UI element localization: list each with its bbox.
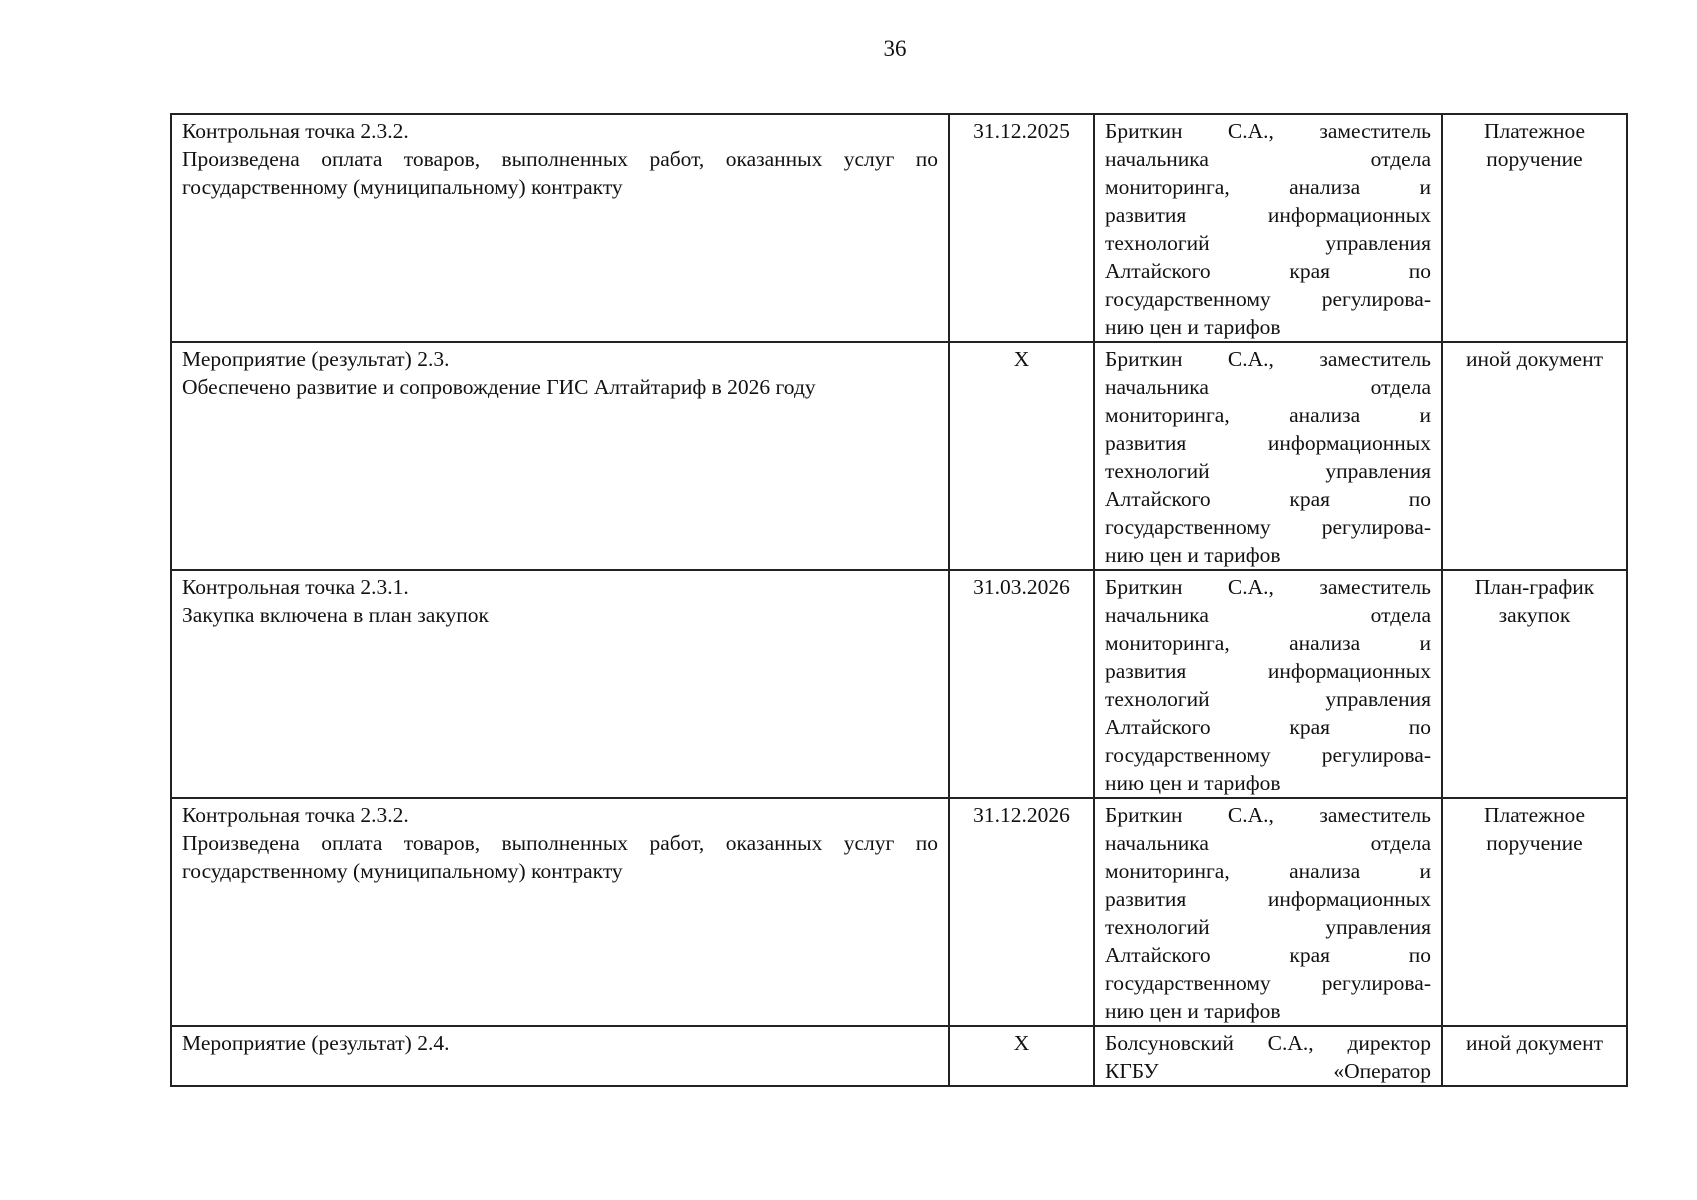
plan-table xyxy=(170,113,1628,1087)
document-type-cell: иной документ xyxy=(1442,1026,1627,1086)
responsible-line: нию цен и тарифов xyxy=(1105,771,1281,795)
responsible-line: Алтайского края по xyxy=(1105,943,1431,967)
deadline-cell: X xyxy=(949,1026,1094,1086)
responsible-line: Алтайского края по xyxy=(1105,259,1431,283)
deadline-cell: 31.03.2026 xyxy=(949,570,1094,798)
responsible-line: КГБУ «Оператор xyxy=(1105,1059,1431,1083)
responsible-line: Алтайского края по xyxy=(1105,715,1431,739)
responsible-line: нию цен и тарифов xyxy=(1105,315,1281,339)
table-row xyxy=(171,1026,1627,1086)
responsible-line: Бриткин С.А., заместитель xyxy=(1105,347,1431,371)
responsible-line: начальника отдела xyxy=(1105,831,1431,855)
responsible-line: Алтайского края по xyxy=(1105,487,1431,511)
event-title: Контрольная точка 2.3.2. xyxy=(182,119,409,143)
event-title: Контрольная точка 2.3.1. xyxy=(182,575,409,599)
table-row xyxy=(171,570,1627,798)
responsible-line: мониторинга, анализа и xyxy=(1105,631,1431,655)
deadline-cell: 31.12.2026 xyxy=(949,798,1094,1026)
table-row xyxy=(171,342,1627,570)
event-description: Произведена оплата товаров, выполненных работ, оказанных услуг по государственному (муниципальному) контракту xyxy=(182,147,938,199)
responsible-line: Бриткин С.А., заместитель xyxy=(1105,803,1431,827)
responsible-line: нию цен и тарифов xyxy=(1105,999,1281,1023)
responsible-cell xyxy=(1094,570,1442,798)
event-cell xyxy=(171,342,949,570)
responsible-line: нию цен и тарифов xyxy=(1105,543,1281,567)
document-type-cell: Платежное поручение xyxy=(1442,114,1627,342)
responsible-line: начальника отдела xyxy=(1105,147,1431,171)
responsible-line: начальника отдела xyxy=(1105,603,1431,627)
responsible-cell xyxy=(1094,114,1442,342)
responsible-line: государственному регулирова- xyxy=(1105,287,1431,311)
event-cell xyxy=(171,798,949,1026)
responsible-cell xyxy=(1094,1026,1442,1086)
responsible-line: Бриткин С.А., заместитель xyxy=(1105,575,1431,599)
responsible-cell xyxy=(1094,342,1442,570)
responsible-line: развития информационных xyxy=(1105,887,1431,911)
document-type-cell: План-график закупок xyxy=(1442,570,1627,798)
table-row xyxy=(171,798,1627,1026)
responsible-line: технологий управления xyxy=(1105,231,1431,255)
event-title: Контрольная точка 2.3.2. xyxy=(182,803,409,827)
responsible-line: развития информационных xyxy=(1105,203,1431,227)
responsible-line: государственному регулирова- xyxy=(1105,743,1431,767)
event-title: Мероприятие (результат) 2.4. xyxy=(182,1031,450,1055)
responsible-cell xyxy=(1094,798,1442,1026)
responsible-line: технологий управления xyxy=(1105,459,1431,483)
document-type-cell: иной документ xyxy=(1442,342,1627,570)
table-row xyxy=(171,114,1627,342)
event-description: Обеспечено развитие и сопровождение ГИС Алтайтариф в 2026 году xyxy=(182,375,816,399)
table-body xyxy=(171,114,1627,1086)
responsible-line: развития информационных xyxy=(1105,431,1431,455)
event-description: Произведена оплата товаров, выполненных работ, оказанных услуг по государственному (муниципальному) контракту xyxy=(182,831,938,883)
responsible-line: технологий управления xyxy=(1105,687,1431,711)
document-type-cell: Платежное поручение xyxy=(1442,798,1627,1026)
deadline-cell: 31.12.2025 xyxy=(949,114,1094,342)
responsible-line: Болсуновский С.А., директор xyxy=(1105,1031,1431,1055)
responsible-line: технологий управления xyxy=(1105,915,1431,939)
responsible-line: государственному регулирова- xyxy=(1105,971,1431,995)
responsible-line: мониторинга, анализа и xyxy=(1105,403,1431,427)
event-cell xyxy=(171,1026,949,1086)
responsible-line: развития информационных xyxy=(1105,659,1431,683)
responsible-line: мониторинга, анализа и xyxy=(1105,859,1431,883)
event-description: Закупка включена в план закупок xyxy=(182,603,489,627)
responsible-line: государственному регулирова- xyxy=(1105,515,1431,539)
event-cell xyxy=(171,570,949,798)
responsible-line: начальника отдела xyxy=(1105,375,1431,399)
deadline-cell: X xyxy=(949,342,1094,570)
page-number: 36 xyxy=(883,36,907,61)
responsible-line: мониторинга, анализа и xyxy=(1105,175,1431,199)
event-title: Мероприятие (результат) 2.3. xyxy=(182,347,450,371)
event-cell xyxy=(171,114,949,342)
responsible-line: Бриткин С.А., заместитель xyxy=(1105,119,1431,143)
